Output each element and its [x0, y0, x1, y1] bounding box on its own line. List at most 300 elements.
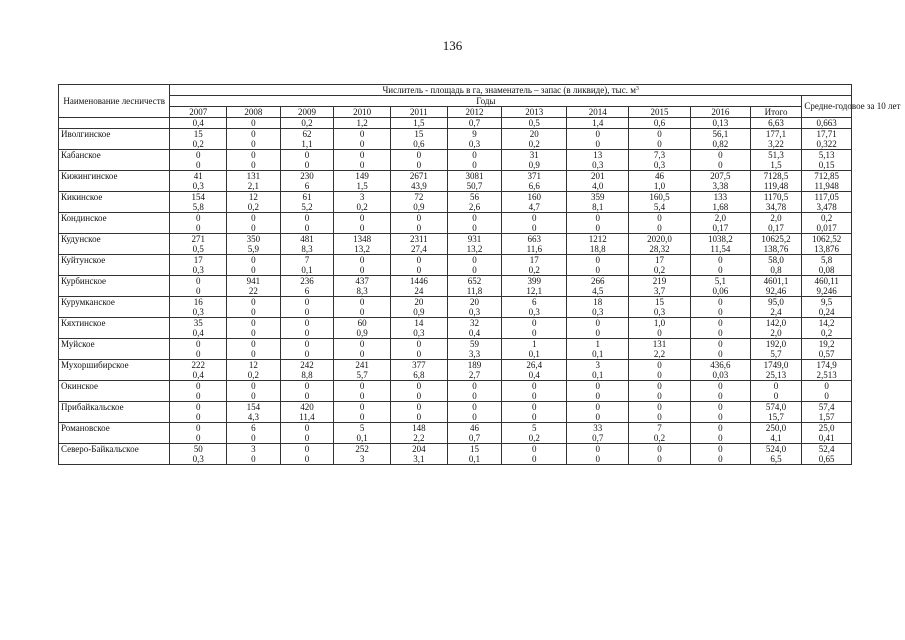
value-cell: 0,3	[629, 307, 691, 318]
value-cell: 1,68	[690, 202, 750, 213]
value-cell: 0	[502, 402, 567, 413]
value-cell: 2,0	[750, 213, 802, 224]
value-cell: 0,4	[447, 328, 502, 339]
value-cell: 0	[390, 255, 447, 266]
value-cell: 0,82	[690, 139, 750, 150]
value-cell: 0,1	[567, 370, 629, 381]
value-cell: 1348	[334, 234, 391, 245]
value-cell: 0	[227, 454, 281, 465]
value-cell: 174,9	[802, 360, 852, 371]
value-cell: 6,6	[502, 181, 567, 192]
value-cell: 0	[227, 139, 281, 150]
table-row-area	[59, 318, 852, 329]
table-row-area	[59, 213, 852, 224]
value-cell: 3	[334, 192, 391, 203]
value-cell: 0	[502, 318, 567, 329]
value-cell: 250,0	[750, 423, 802, 434]
value-cell: 0	[280, 423, 334, 434]
value-cell: 0	[280, 213, 334, 224]
table-row-stock	[59, 223, 852, 234]
value-cell: 6,5	[750, 454, 802, 465]
year-header: 2010	[334, 107, 391, 118]
value-cell: 0	[390, 160, 447, 171]
forestry-name-cell: Мухоршибирское	[59, 360, 170, 371]
value-cell: 0,17	[690, 223, 750, 234]
value-cell: 1749,0	[750, 360, 802, 371]
value-cell: 0	[227, 255, 281, 266]
value-cell: 0	[502, 328, 567, 339]
value-cell: 0	[334, 307, 391, 318]
value-cell: 177,1	[750, 129, 802, 140]
value-cell: 2,513	[802, 370, 852, 381]
value-cell: 481	[280, 234, 334, 245]
value-cell: 0	[170, 412, 227, 423]
value-cell: 0,322	[802, 139, 852, 150]
value-cell: 27,4	[390, 244, 447, 255]
table-row-stock	[59, 349, 852, 360]
value-cell: 5,9	[227, 244, 281, 255]
value-cell: 0,06	[690, 286, 750, 297]
forestry-name-cell	[59, 160, 170, 171]
value-cell: 0	[567, 318, 629, 329]
table-row-stock	[59, 244, 852, 255]
value-cell: 0	[690, 255, 750, 266]
value-cell: 149	[334, 171, 391, 182]
value-cell: 0	[447, 265, 502, 276]
value-cell: 0	[390, 412, 447, 423]
value-cell: 2,0	[690, 213, 750, 224]
value-cell: 0	[690, 160, 750, 171]
value-cell: 0,2	[334, 202, 391, 213]
value-cell: 0	[280, 381, 334, 392]
value-cell: 0	[390, 265, 447, 276]
value-cell: 5	[334, 423, 391, 434]
value-cell: 57,4	[802, 402, 852, 413]
forestry-name-cell	[59, 454, 170, 465]
value-cell: 0	[629, 454, 691, 465]
value-cell: 6	[280, 286, 334, 297]
value-cell: 0,2	[502, 265, 567, 276]
value-cell: 0,2	[502, 433, 567, 444]
value-cell: 663	[502, 234, 567, 245]
value-cell: 0	[227, 433, 281, 444]
value-cell: 266	[567, 276, 629, 287]
value-cell: 0	[690, 349, 750, 360]
value-cell: 230	[280, 171, 334, 182]
value-cell: 0	[334, 381, 391, 392]
value-cell: 0	[750, 391, 802, 402]
value-cell: 32	[447, 318, 502, 329]
value-cell: 20	[390, 297, 447, 308]
table-row-stock	[59, 412, 852, 423]
forestry-name-cell: Кяхтинское	[59, 318, 170, 329]
value-cell: 50,7	[447, 181, 502, 192]
forestry-name-cell	[59, 412, 170, 423]
value-cell: 0,4	[170, 118, 227, 129]
value-cell: 12,1	[502, 286, 567, 297]
value-cell: 192,0	[750, 339, 802, 350]
years-header: Годы	[170, 96, 802, 107]
value-cell: 0	[690, 433, 750, 444]
value-cell: 3,38	[690, 181, 750, 192]
average-header: Средне-годовое за 10 лет	[802, 96, 852, 118]
value-cell: 0,15	[802, 160, 852, 171]
value-cell: 11,8	[447, 286, 502, 297]
value-cell: 4,7	[502, 202, 567, 213]
value-cell: 58,0	[750, 255, 802, 266]
value-cell: 0,2	[629, 265, 691, 276]
value-cell: 0	[502, 412, 567, 423]
value-cell: 4,3	[227, 412, 281, 423]
value-cell: 25,0	[802, 423, 852, 434]
value-cell: 0	[502, 391, 567, 402]
value-cell: 10625,2	[750, 234, 802, 245]
value-cell: 0	[690, 391, 750, 402]
forestry-name-cell: Окинское	[59, 381, 170, 392]
value-cell: 0,7	[447, 433, 502, 444]
value-cell: 0	[334, 412, 391, 423]
value-cell: 5,1	[690, 276, 750, 287]
value-cell: 6	[502, 297, 567, 308]
value-cell: 0	[629, 412, 691, 423]
value-cell: 0	[567, 255, 629, 266]
value-cell: 0	[170, 391, 227, 402]
forestry-name-cell	[59, 244, 170, 255]
value-cell: 0,3	[567, 307, 629, 318]
value-cell: 0	[227, 223, 281, 234]
table-row-stock	[59, 328, 852, 339]
value-cell: 6	[227, 423, 281, 434]
value-cell: 0	[280, 297, 334, 308]
value-cell: 0	[334, 402, 391, 413]
value-cell: 0	[690, 265, 750, 276]
forestry-name-cell: Кикинское	[59, 192, 170, 203]
value-cell: 0,5	[170, 244, 227, 255]
value-cell: 0	[629, 328, 691, 339]
value-cell: 56,1	[690, 129, 750, 140]
table-row-area	[59, 255, 852, 266]
value-cell: 1	[567, 339, 629, 350]
forestry-name-cell: Кижингинское	[59, 171, 170, 182]
value-cell: 46	[629, 171, 691, 182]
value-cell: 0,5	[502, 118, 567, 129]
value-cell: 8,3	[280, 244, 334, 255]
value-cell: 0,4	[170, 370, 227, 381]
value-cell: 0,1	[280, 265, 334, 276]
value-cell: 0	[629, 381, 691, 392]
value-cell: 13,876	[802, 244, 852, 255]
table-row-area	[59, 192, 852, 203]
value-cell: 0	[502, 444, 567, 455]
value-cell: 2,2	[629, 349, 691, 360]
value-cell: 0	[690, 318, 750, 329]
value-cell: 242	[280, 360, 334, 371]
value-cell: 0	[447, 160, 502, 171]
value-cell: 17,71	[802, 129, 852, 140]
value-cell: 0	[629, 213, 691, 224]
value-cell: 0	[567, 454, 629, 465]
value-cell: 0	[502, 454, 567, 465]
forestry-name-cell: Куйтунское	[59, 255, 170, 266]
value-cell: 4,1	[750, 433, 802, 444]
forestry-name-cell: Прибайкальское	[59, 402, 170, 413]
value-cell: 222	[170, 360, 227, 371]
value-cell: 6,8	[390, 370, 447, 381]
value-cell: 35	[170, 318, 227, 329]
value-cell: 13,2	[334, 244, 391, 255]
value-cell: 1,57	[802, 412, 852, 423]
value-cell: 9	[447, 129, 502, 140]
table-row-area	[59, 297, 852, 308]
value-cell: 7	[629, 423, 691, 434]
value-cell: 61	[280, 192, 334, 203]
value-cell: 0	[629, 444, 691, 455]
forestry-name-cell	[59, 433, 170, 444]
value-cell: 2,0	[750, 328, 802, 339]
value-cell: 5,13	[802, 150, 852, 161]
value-cell: 399	[502, 276, 567, 287]
forestry-name-cell	[59, 286, 170, 297]
value-cell: 138,76	[750, 244, 802, 255]
value-cell: 133	[690, 192, 750, 203]
forestry-name-cell	[59, 223, 170, 234]
value-cell: 31	[502, 150, 567, 161]
value-cell: 4601,1	[750, 276, 802, 287]
value-cell: 52,4	[802, 444, 852, 455]
value-cell: 0	[629, 139, 691, 150]
table-row-area	[59, 339, 852, 350]
value-cell: 0	[170, 213, 227, 224]
value-cell: 0,1	[502, 349, 567, 360]
value-cell: 3,22	[750, 139, 802, 150]
value-cell: 43,9	[390, 181, 447, 192]
table-header	[59, 84, 901, 118]
value-cell: 0	[447, 255, 502, 266]
value-cell: 46	[447, 423, 502, 434]
table-row-area	[59, 171, 852, 182]
forestry-name-cell	[59, 391, 170, 402]
value-cell: 0	[227, 318, 281, 329]
value-cell: 189	[447, 360, 502, 371]
value-cell: 236	[280, 276, 334, 287]
value-cell: 0	[802, 391, 852, 402]
value-cell: 62	[280, 129, 334, 140]
value-cell: 0	[280, 307, 334, 318]
value-cell: 5	[502, 423, 567, 434]
value-cell: 59	[447, 339, 502, 350]
value-cell: 0	[447, 391, 502, 402]
value-cell: 0	[690, 412, 750, 423]
value-cell: 0	[567, 223, 629, 234]
value-cell: 8,3	[334, 286, 391, 297]
value-cell: 0,3	[170, 265, 227, 276]
value-cell: 0	[170, 276, 227, 287]
value-cell: 0	[447, 223, 502, 234]
value-cell: 20	[447, 297, 502, 308]
value-cell: 0	[170, 150, 227, 161]
table-row-area	[59, 360, 852, 371]
table-row-stock	[59, 202, 852, 213]
value-cell: 92,46	[750, 286, 802, 297]
value-cell: 4,5	[567, 286, 629, 297]
value-cell: 0	[227, 349, 281, 360]
value-cell: 420	[280, 402, 334, 413]
value-cell: 0	[567, 328, 629, 339]
forestry-name-cell	[59, 328, 170, 339]
table-row-stock	[59, 370, 852, 381]
value-cell: 1,2	[334, 118, 391, 129]
value-cell: 0	[390, 339, 447, 350]
value-cell: 5,8	[802, 255, 852, 266]
value-cell: 437	[334, 276, 391, 287]
value-cell: 13	[567, 150, 629, 161]
value-cell: 2,6	[447, 202, 502, 213]
value-cell: 0,3	[567, 160, 629, 171]
value-cell: 6,63	[750, 118, 802, 129]
value-cell: 17	[170, 255, 227, 266]
forestry-name-cell: Северо-Байкальское	[59, 444, 170, 455]
value-cell: 2311	[390, 234, 447, 245]
value-cell: 0	[629, 129, 691, 140]
table-row-area	[59, 150, 852, 161]
value-cell: 33	[567, 423, 629, 434]
value-cell: 0	[170, 286, 227, 297]
value-cell: 0	[170, 349, 227, 360]
value-cell: 712,85	[802, 171, 852, 182]
value-cell: 0	[227, 129, 281, 140]
forestry-name-cell: Кабанское	[59, 150, 170, 161]
value-cell: 2671	[390, 171, 447, 182]
value-cell: 574,0	[750, 402, 802, 413]
value-cell: 15	[170, 129, 227, 140]
value-cell: 201	[567, 171, 629, 182]
value-cell: 271	[170, 234, 227, 245]
value-cell: 20	[502, 129, 567, 140]
value-cell: 931	[447, 234, 502, 245]
value-cell: 0	[567, 381, 629, 392]
value-cell: 2,7	[447, 370, 502, 381]
value-cell: 0	[227, 391, 281, 402]
value-cell: 1,1	[280, 139, 334, 150]
value-cell: 0,2	[502, 139, 567, 150]
value-cell: 0,13	[690, 118, 750, 129]
value-cell: 0	[502, 381, 567, 392]
value-cell: 0	[447, 381, 502, 392]
value-cell: 1,5	[750, 160, 802, 171]
value-cell: 11,948	[802, 181, 852, 192]
forestry-name-cell: Курумканское	[59, 297, 170, 308]
value-cell: 0	[227, 297, 281, 308]
value-cell: 0,3	[170, 307, 227, 318]
value-cell: 117,05	[802, 192, 852, 203]
value-cell: 0,1	[567, 349, 629, 360]
value-cell: 8,8	[280, 370, 334, 381]
forestry-name-cell	[59, 370, 170, 381]
value-cell: 0	[629, 402, 691, 413]
value-cell: 3	[227, 444, 281, 455]
value-cell: 0,6	[629, 118, 691, 129]
value-cell: 3081	[447, 171, 502, 182]
value-cell: 0	[227, 339, 281, 350]
value-cell: 0	[280, 433, 334, 444]
value-cell: 1,0	[629, 181, 691, 192]
value-cell: 28,32	[629, 244, 691, 255]
year-header: 2016	[690, 107, 750, 118]
forestry-name-cell	[59, 139, 170, 150]
value-cell: 131	[227, 171, 281, 182]
year-header: 2014	[567, 107, 629, 118]
value-cell: 0,9	[390, 202, 447, 213]
value-cell: 0	[227, 265, 281, 276]
value-cell: 0	[170, 381, 227, 392]
value-cell: 0	[390, 381, 447, 392]
value-cell: 15	[629, 297, 691, 308]
value-cell: 377	[390, 360, 447, 371]
value-cell: 0	[567, 265, 629, 276]
table-row-stock	[59, 139, 852, 150]
value-cell: 9,5	[802, 297, 852, 308]
value-cell: 252	[334, 444, 391, 455]
value-cell: 9,246	[802, 286, 852, 297]
value-cell: 219	[629, 276, 691, 287]
value-cell: 11,4	[280, 412, 334, 423]
value-cell: 7128,5	[750, 171, 802, 182]
value-cell: 0,2	[802, 328, 852, 339]
value-cell: 0,17	[750, 223, 802, 234]
value-cell: 3,7	[629, 286, 691, 297]
value-cell: 0	[334, 391, 391, 402]
table-row-area	[59, 444, 852, 455]
value-cell: 0	[280, 454, 334, 465]
table-row-stock	[59, 307, 852, 318]
value-cell: 0	[227, 160, 281, 171]
value-cell: 0	[502, 213, 567, 224]
value-cell: 0,3	[447, 307, 502, 318]
value-cell: 154	[227, 402, 281, 413]
value-cell: 22	[227, 286, 281, 297]
value-cell: 0	[280, 391, 334, 402]
value-cell: 18,8	[567, 244, 629, 255]
value-cell: 3,3	[447, 349, 502, 360]
value-cell: 371	[502, 171, 567, 182]
value-cell: 0	[280, 349, 334, 360]
year-header: 2007	[170, 107, 227, 118]
table-row-stock	[59, 160, 852, 171]
table-row-stock	[59, 286, 852, 297]
value-cell: 0	[690, 297, 750, 308]
value-cell: 18	[567, 297, 629, 308]
value-cell: 95,0	[750, 297, 802, 308]
forestry-name-cell	[59, 202, 170, 213]
value-cell: 1,4	[567, 118, 629, 129]
value-cell: 160,5	[629, 192, 691, 203]
value-cell: 0	[567, 139, 629, 150]
value-cell: 0	[280, 318, 334, 329]
value-cell: 0	[390, 349, 447, 360]
value-cell: 4,0	[567, 181, 629, 192]
value-cell: 60	[334, 318, 391, 329]
value-cell: 524,0	[750, 444, 802, 455]
value-cell: 1,0	[629, 318, 691, 329]
value-cell: 0	[280, 150, 334, 161]
value-cell: 0	[802, 381, 852, 392]
value-cell: 13,2	[447, 244, 502, 255]
value-cell: 0,2	[802, 213, 852, 224]
value-cell: 8,1	[567, 202, 629, 213]
forestry-name-cell: Кудунское	[59, 234, 170, 245]
value-cell: 0,57	[802, 349, 852, 360]
year-header: 2011	[390, 107, 447, 118]
